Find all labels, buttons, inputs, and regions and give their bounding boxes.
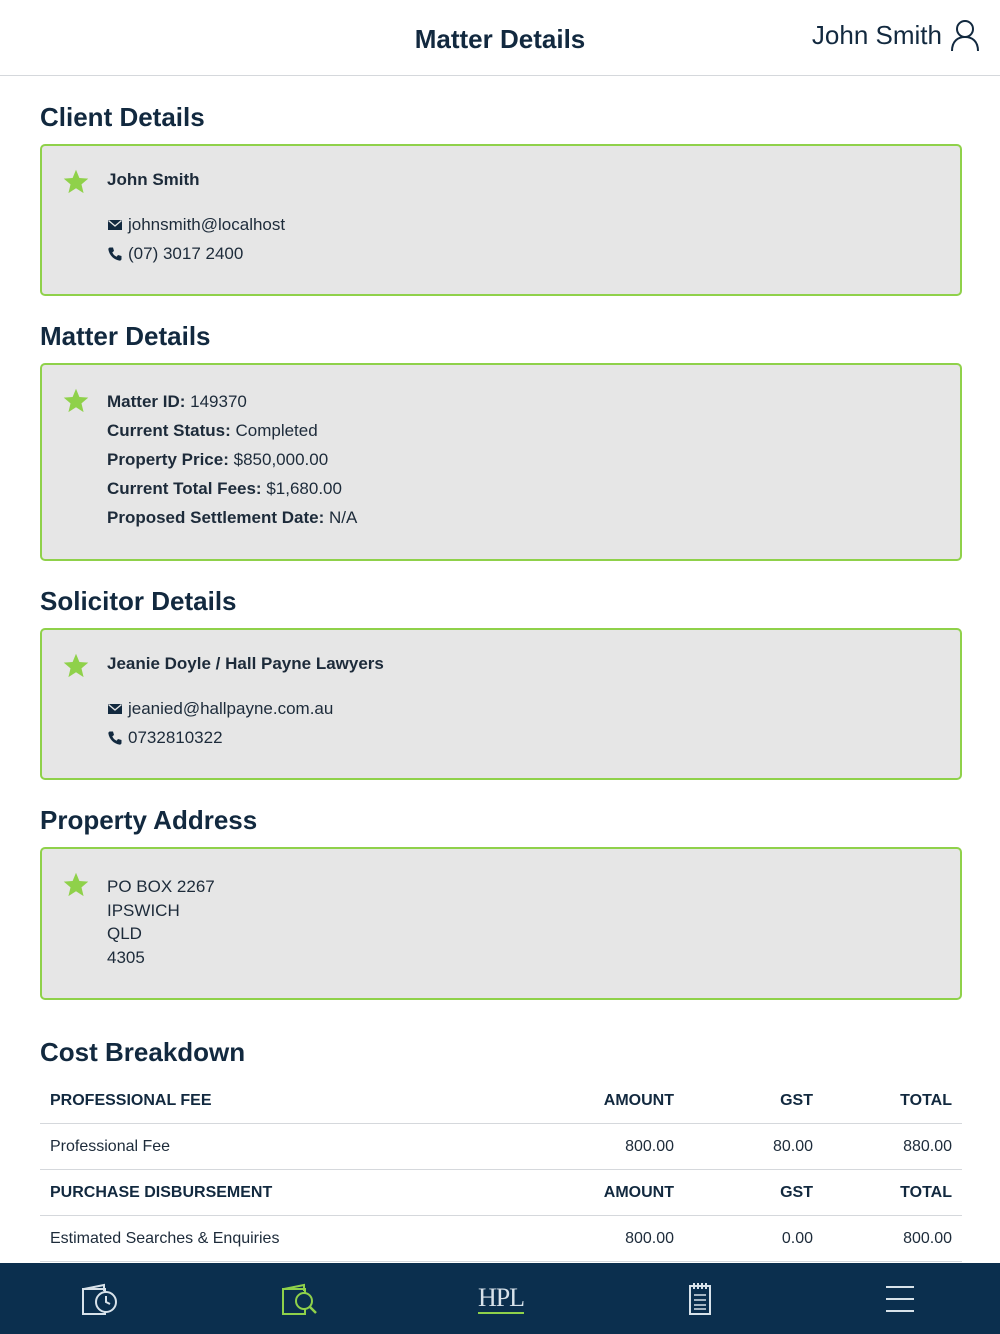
matter-card — [40, 363, 962, 561]
user-menu[interactable] — [812, 18, 982, 52]
nav-home-button[interactable] — [478, 1281, 524, 1317]
nav-timeline-button[interactable] — [80, 1281, 120, 1317]
table-row — [40, 1216, 962, 1262]
notepad-icon — [680, 1281, 720, 1317]
app-header — [0, 0, 1000, 76]
matter-status-line — [107, 416, 357, 445]
address-line: IPSWICH — [107, 900, 180, 920]
table-cell: 880.00 — [903, 1137, 952, 1155]
table-cell: Estimated Searches & Enquiries — [50, 1229, 280, 1247]
column-header: AMOUNT — [603, 1091, 674, 1109]
solicitor-email[interactable]: jeanied@hallpayne.com.au — [128, 698, 334, 718]
settlement-date-value: N/A — [329, 508, 358, 527]
total-fees-value: $1,680.00 — [266, 479, 342, 498]
nav-menu-button[interactable] — [880, 1281, 920, 1317]
client-email[interactable]: johnsmith@localhost — [128, 214, 286, 234]
matter-status-label: Current Status: — [107, 421, 231, 440]
property-price-label: Property Price: — [107, 450, 229, 469]
mail-icon — [107, 217, 123, 233]
client-name: John Smith — [107, 170, 200, 189]
column-header: PURCHASE DISBURSEMENT — [50, 1183, 273, 1201]
address-line: PO BOX 2267 — [107, 877, 215, 896]
star-icon[interactable] — [62, 387, 90, 415]
nav-matter-search-button[interactable] — [280, 1281, 320, 1317]
matter-section-title: Matter Details — [40, 321, 211, 351]
user-icon[interactable] — [948, 18, 982, 52]
hpl-logo: HPL — [477, 1283, 525, 1312]
user-name: John Smith — [811, 19, 942, 50]
column-header: TOTAL — [900, 1091, 952, 1109]
solicitor-email-line[interactable] — [107, 694, 384, 723]
nav-notes-button[interactable] — [680, 1281, 720, 1317]
solicitor-card — [40, 628, 962, 780]
cost-table — [40, 1078, 962, 1262]
column-header: PROFESSIONAL FEE — [50, 1091, 212, 1109]
client-card — [40, 144, 962, 296]
table-header-row — [40, 1170, 962, 1216]
phone-icon — [107, 730, 123, 746]
column-header: GST — [780, 1183, 813, 1201]
property-price-value: $850,000.00 — [233, 450, 329, 469]
address-line: QLD — [107, 924, 142, 943]
client-phone-line[interactable] — [107, 239, 285, 268]
matter-id-line — [107, 387, 357, 416]
table-row — [40, 1124, 962, 1170]
total-fees-line — [107, 474, 357, 503]
matter-status-value: Completed — [235, 421, 318, 440]
page-title: Matter Details — [414, 24, 586, 54]
solicitor-name: Jeanie Doyle / Hall Payne Lawyers — [107, 654, 384, 673]
table-cell: 800.00 — [903, 1229, 952, 1247]
property-price-line — [107, 445, 357, 474]
client-email-line[interactable] — [107, 210, 285, 239]
client-phone[interactable]: (07) 3017 2400 — [128, 243, 244, 263]
table-header-row — [40, 1078, 962, 1124]
document-clock-icon — [80, 1281, 120, 1317]
property-section-title: Property Address — [40, 805, 258, 835]
total-fees-label: Current Total Fees: — [107, 479, 262, 498]
table-cell: 80.00 — [772, 1137, 813, 1155]
solicitor-phone[interactable]: 0732810322 — [128, 727, 223, 747]
star-icon[interactable] — [62, 168, 90, 196]
document-search-icon — [280, 1281, 320, 1317]
table-cell: 800.00 — [625, 1229, 674, 1247]
cost-section-title: Cost Breakdown — [40, 1037, 246, 1067]
client-section-title: Client Details — [40, 102, 205, 132]
star-icon[interactable] — [62, 871, 90, 899]
table-cell: 800.00 — [625, 1137, 674, 1155]
address-line: 4305 — [107, 947, 145, 967]
column-header: GST — [780, 1091, 813, 1109]
table-cell: 0.00 — [781, 1229, 813, 1247]
table-cell: Professional Fee — [50, 1137, 171, 1155]
solicitor-phone-line[interactable] — [107, 723, 384, 752]
property-card — [40, 847, 962, 1000]
settlement-date-label: Proposed Settlement Date: — [107, 508, 325, 527]
column-header: AMOUNT — [603, 1183, 674, 1201]
column-header: TOTAL — [900, 1183, 952, 1201]
mail-icon — [107, 701, 123, 717]
matter-id-label: Matter ID: — [107, 392, 186, 411]
settlement-date-line — [107, 503, 357, 532]
matter-id-value: 149370 — [190, 392, 247, 411]
hamburger-menu-icon — [880, 1281, 920, 1317]
solicitor-section-title: Solicitor Details — [40, 586, 237, 616]
star-icon[interactable] — [62, 652, 90, 680]
bottom-nav — [0, 1263, 1000, 1334]
phone-icon — [107, 246, 123, 262]
